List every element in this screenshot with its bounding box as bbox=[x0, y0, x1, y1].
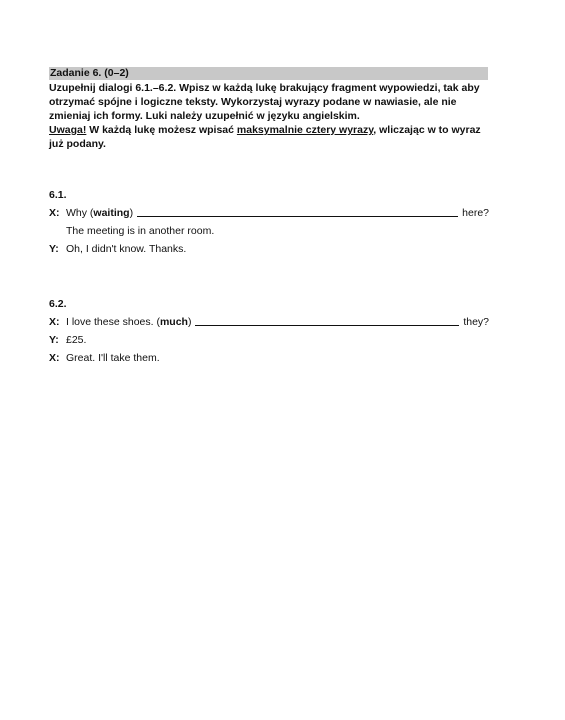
answer-gap[interactable] bbox=[137, 206, 458, 217]
line-text-after: ) bbox=[187, 316, 192, 328]
dialogue-line bbox=[49, 224, 489, 242]
note-label: Uwaga! bbox=[49, 124, 87, 136]
speaker-label: Y: bbox=[49, 243, 59, 255]
note-emphasis: maksymalnie cztery wyrazy bbox=[236, 124, 374, 136]
line-text: Oh, I didn't know. Thanks. bbox=[66, 243, 187, 255]
dialogue-line bbox=[49, 351, 489, 369]
line-text-before: I love these shoes. ( bbox=[66, 316, 160, 328]
task-instructions bbox=[49, 81, 488, 151]
speaker-label: Y: bbox=[49, 334, 59, 346]
line-text: Great. I'll take them. bbox=[66, 352, 160, 364]
line-end: they? bbox=[463, 316, 489, 328]
keyword: much bbox=[159, 316, 188, 328]
line-text-before: Why ( bbox=[66, 207, 94, 219]
dialogue-line bbox=[49, 315, 489, 333]
task-header: Zadanie 6. (0–2) bbox=[49, 67, 488, 80]
dialogue-line bbox=[49, 206, 489, 224]
instruction-line: zmieniaj ich formy. Luki należy uzupełnić w języku angielskim. bbox=[49, 110, 360, 122]
speaker-label: X: bbox=[49, 316, 60, 328]
line-text bbox=[66, 206, 133, 220]
line-end: here? bbox=[462, 207, 489, 219]
answer-gap[interactable] bbox=[195, 315, 459, 326]
line-text-after: ) bbox=[129, 207, 134, 219]
speaker-label: X: bbox=[49, 352, 60, 364]
task-block bbox=[49, 67, 488, 151]
dialogue-6-1 bbox=[49, 188, 489, 260]
dialogue-number: 6.1. bbox=[49, 189, 67, 201]
dialogue-line bbox=[49, 333, 489, 351]
line-text: The meeting is in another room. bbox=[66, 225, 215, 237]
line-text: £25. bbox=[66, 334, 87, 346]
speaker-label: X: bbox=[49, 207, 60, 219]
line-text bbox=[66, 315, 191, 329]
instruction-line: Uzupełnij dialogi 6.1.–6.2. Wpisz w każdą lukę brakujący fragment wypowiedzi, tak aby bbox=[49, 82, 480, 94]
instruction-note bbox=[49, 123, 488, 137]
instruction-line: już podany. bbox=[49, 138, 106, 150]
keyword: waiting bbox=[93, 207, 130, 219]
note-text: , wliczając w to wyraz bbox=[373, 124, 481, 136]
note-text: W każdą lukę możesz wpisać bbox=[86, 124, 237, 136]
dialogue-6-2 bbox=[49, 297, 489, 369]
instruction-line: otrzymać spójne i logiczne teksty. Wykorzystaj wyrazy podane w nawiasie, ale nie bbox=[49, 96, 457, 108]
dialogue-line bbox=[49, 242, 489, 260]
dialogue-number: 6.2. bbox=[49, 298, 67, 310]
